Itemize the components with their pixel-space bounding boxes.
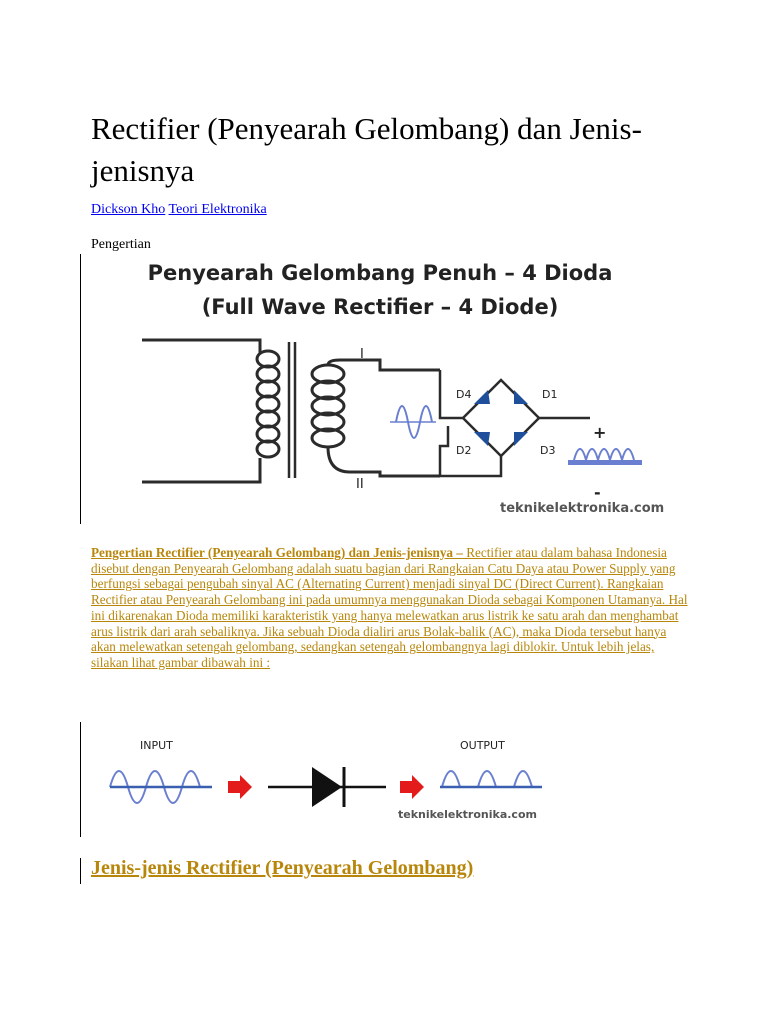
figure-watermark: teknikelektronika.com — [500, 501, 665, 516]
article-title: Rectifier (Penyearah Gelombang) dan Jenis-jenisnya — [91, 111, 642, 188]
figure-title-line1: Penyearah Gelombang Penuh – 4 Dioda — [147, 261, 613, 285]
heading-margin-bar — [80, 858, 81, 884]
bridge-wires — [440, 370, 590, 476]
figure2-watermark: teknikelektronika.com — [398, 808, 537, 821]
intro-body[interactable]: Rectifier atau dalam bahasa Indonesia disebut dengan Penyearah Gelombang adalah suatu bagian dari Rangkaian Catu Daya atau Power Supply yang berfungsi sebagai pengubah sinyal AC (Alternating Current) menjadi sinyal DC (Direct Current). Rangkaian Rectifier atau Penyearah Gelombang ini pada umumnya menggunakan Dioda sebagai Komponen Utamanya. Hal ini dikarenakan Dioda memiliki karakteristik yang hanya melewatkan arus listrik ke satu arah dan menghambat arus listrik dari arah sebaliknya. Jika sebuah Dioda dialiri arus Bolak-balik (AC), maka Dioda tersebut hanya akan melewatkan setengah gelombang, sedangkan setengah gelombangnya lagi diblokir. Untuk lebih jelas, silakan lihat gambar dibawah ini : — [91, 545, 688, 670]
label-d2: D2 — [456, 444, 472, 457]
label-d4: D4 — [456, 388, 472, 401]
intro-lead[interactable]: Pengertian Rectifier (Penyearah Gelombang) dan Jenis-jenisnya – — [91, 545, 463, 560]
category-link[interactable]: Teori Elektronika — [168, 202, 267, 217]
primary-winding — [142, 340, 279, 482]
diode-d4 — [474, 390, 490, 404]
diode-d2 — [474, 432, 490, 446]
figure2-margin-bar — [80, 722, 81, 837]
label-d1: D1 — [542, 388, 558, 401]
section-heading-link[interactable]: Jenis-jenis Rectifier (Penyearah Gelombang) — [91, 857, 474, 879]
label-i: I — [360, 347, 364, 362]
diode-d3 — [514, 432, 528, 446]
dc-wave-base — [568, 460, 642, 465]
dc-wave — [574, 449, 634, 460]
input-label: INPUT — [140, 739, 173, 752]
output-label: OUTPUT — [460, 739, 505, 752]
label-minus: - — [594, 483, 601, 502]
byline — [91, 202, 267, 218]
diode-symbol-icon — [312, 767, 342, 807]
label-ii: II — [356, 477, 364, 492]
full-wave-rectifier-figure — [90, 250, 680, 520]
arrow-right-icon — [228, 775, 252, 799]
figure-title-line2: (Full Wave Rectifier – 4 Diode) — [201, 295, 559, 319]
diode-d1 — [514, 390, 528, 404]
author-link[interactable]: Dickson Kho — [91, 202, 166, 217]
label-d3: D3 — [540, 444, 556, 457]
output-wave — [442, 771, 532, 787]
label-plus: + — [593, 423, 607, 442]
half-wave-diode-figure — [90, 725, 550, 830]
arrow-right-icon-2 — [400, 775, 424, 799]
bridge-diodes — [474, 390, 528, 446]
intro-paragraph — [91, 545, 691, 671]
section-label: Pengertian — [91, 237, 151, 252]
figure-margin-bar — [80, 254, 81, 524]
